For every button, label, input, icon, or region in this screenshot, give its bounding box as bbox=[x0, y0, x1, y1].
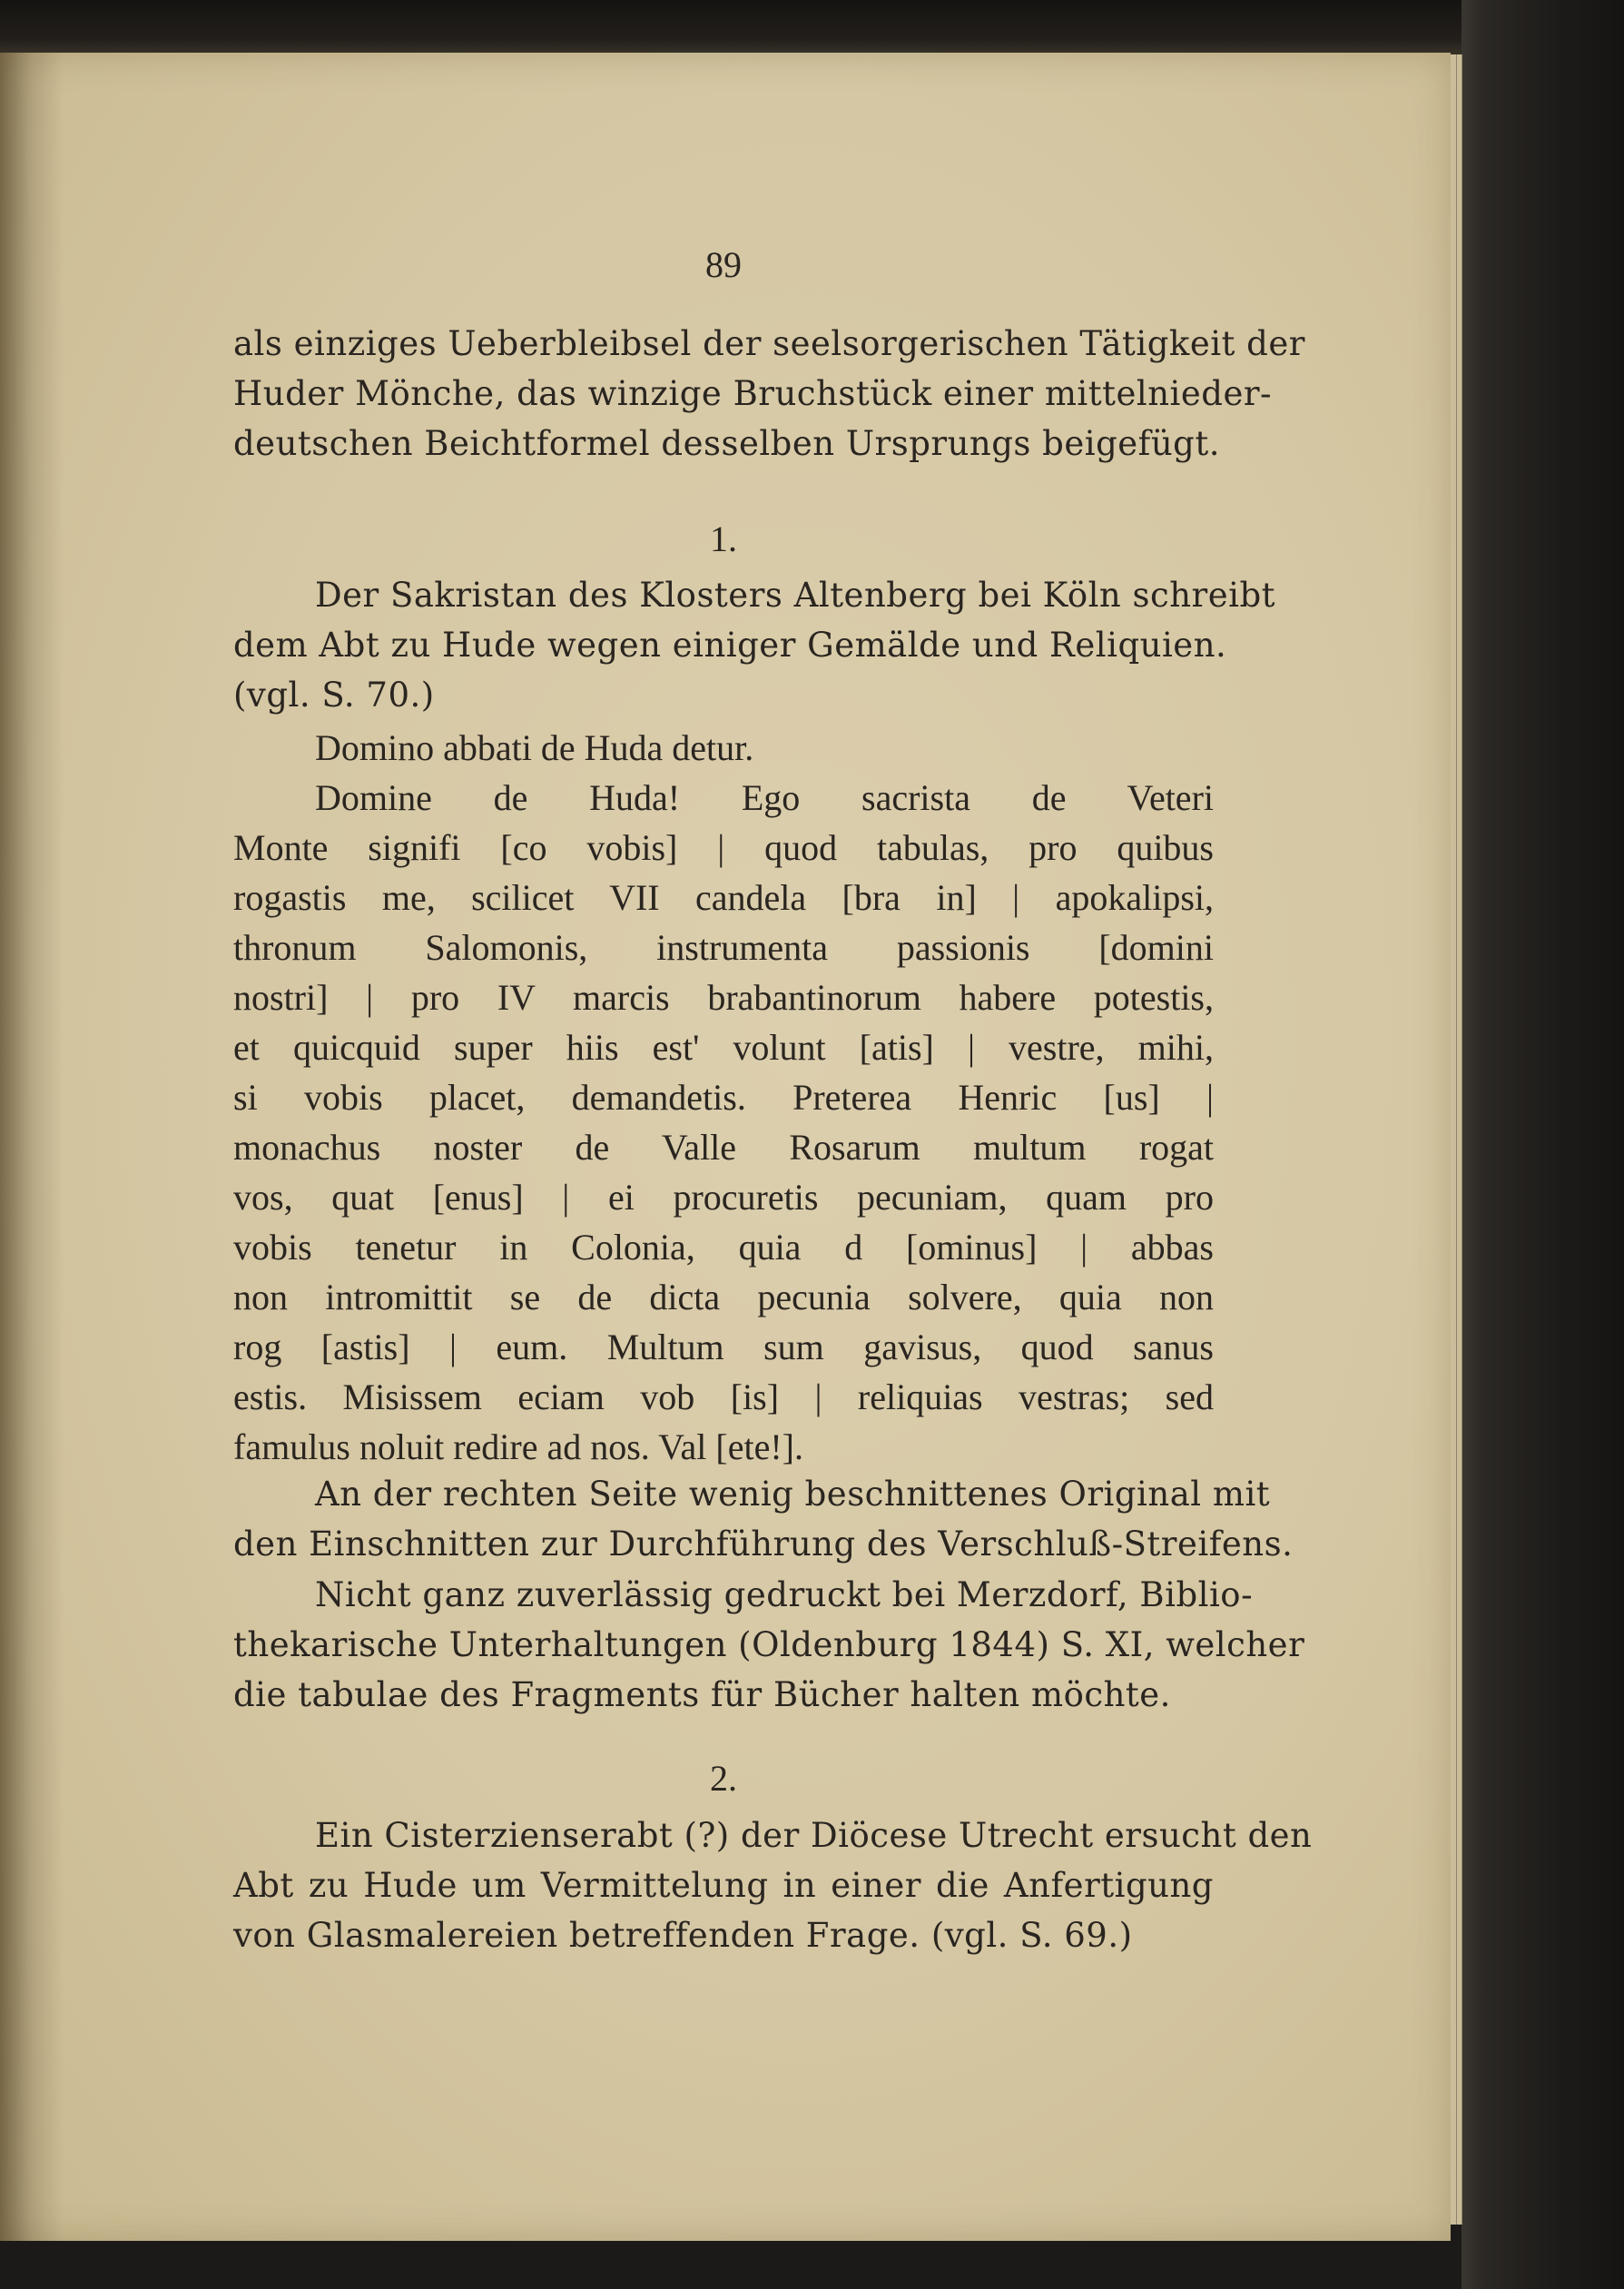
book-binding bbox=[1462, 0, 1624, 2289]
page-number: 89 bbox=[705, 244, 742, 285]
text-line: deutschen Beichtformel desselben Ursprungs beigefügt. bbox=[233, 424, 1220, 463]
text-line: et quicquid super hiis est' volunt [atis] | vestre, mihi, bbox=[233, 1027, 1214, 1068]
text-line: Monte signifi [co vobis] | quod tabulas, pro quibus bbox=[233, 827, 1214, 868]
text-line: monachus noster de Valle Rosarum multum rogat bbox=[233, 1127, 1214, 1168]
text-line: nostri] | pro IV marcis brabantinorum habere potestis, bbox=[233, 977, 1214, 1018]
section-number: 1. bbox=[710, 518, 737, 559]
text-line: Nicht ganz zuverlässig gedruckt bei Merzdorf, Biblio- bbox=[315, 1575, 1254, 1614]
text-line: Huder Mönche, das winzige Bruchstück einer mittelnieder- bbox=[233, 374, 1273, 413]
text-line: als einziges Ueberbleibsel der seelsorgerischen Tätigkeit der bbox=[233, 324, 1305, 363]
text-line: rog [astis] | eum. Multum sum gavisus, quod sanus bbox=[233, 1327, 1214, 1367]
text-line: Ein Cisterzienserabt (?) der Diöcese Utrecht ersucht den bbox=[315, 1816, 1313, 1855]
text-line: dem Abt zu Hude wegen einiger Gemälde und Reliquien. bbox=[233, 626, 1227, 665]
text-line: Domino abbati de Huda detur. bbox=[315, 727, 754, 768]
text-line: vobis tenetur in Colonia, quia d [ominus] | abbas bbox=[233, 1227, 1214, 1268]
text-line: vos, quat [enus] | ei procuretis pecuniam, quam pro bbox=[233, 1177, 1214, 1218]
text-line: den Einschnitten zur Durchführung des Verschluß-Streifens. bbox=[233, 1524, 1294, 1564]
text-line: estis. Misissem eciam vob [is] | reliquias vestras; sed bbox=[233, 1376, 1214, 1417]
text-line: die tabulae des Fragments für Bücher halten möchte. bbox=[233, 1675, 1171, 1714]
text-line: non intromittit se de dicta pecunia solvere, quia non bbox=[233, 1277, 1214, 1317]
text-line: von Glasmalereien betreffenden Frage. (vgl. S. 69.) bbox=[233, 1916, 1133, 1955]
text-line: (vgl. S. 70.) bbox=[233, 676, 435, 715]
section-number: 2. bbox=[710, 1758, 737, 1799]
gutter-shadow bbox=[0, 53, 64, 2241]
top-edge-shadow bbox=[0, 0, 1462, 56]
text-line: Abt zu Hude um Vermittelung in einer die Anfertigung bbox=[233, 1866, 1214, 1905]
text-line: An der rechten Seite wenig beschnittenes Original mit bbox=[315, 1475, 1271, 1514]
text-line: thekarische Unterhaltungen (Oldenburg 1844) S. XI, welcher bbox=[233, 1625, 1305, 1664]
text-line: famulus noluit redire ad nos. Val [ete!]. bbox=[233, 1426, 803, 1467]
text-line: Domine de Huda! Ego sacrista de Veteri bbox=[315, 777, 1214, 818]
text-line: si vobis placet, demandetis. Preterea Henric [us] | bbox=[233, 1077, 1214, 1118]
text-line: Der Sakristan des Klosters Altenberg bei Köln schreibt bbox=[315, 576, 1276, 615]
text-line: rogastis me, scilicet VII candela [bra in] | apokalipsi, bbox=[233, 877, 1214, 918]
text-line: thronum Salomonis, instrumenta passionis [domini bbox=[233, 927, 1214, 968]
